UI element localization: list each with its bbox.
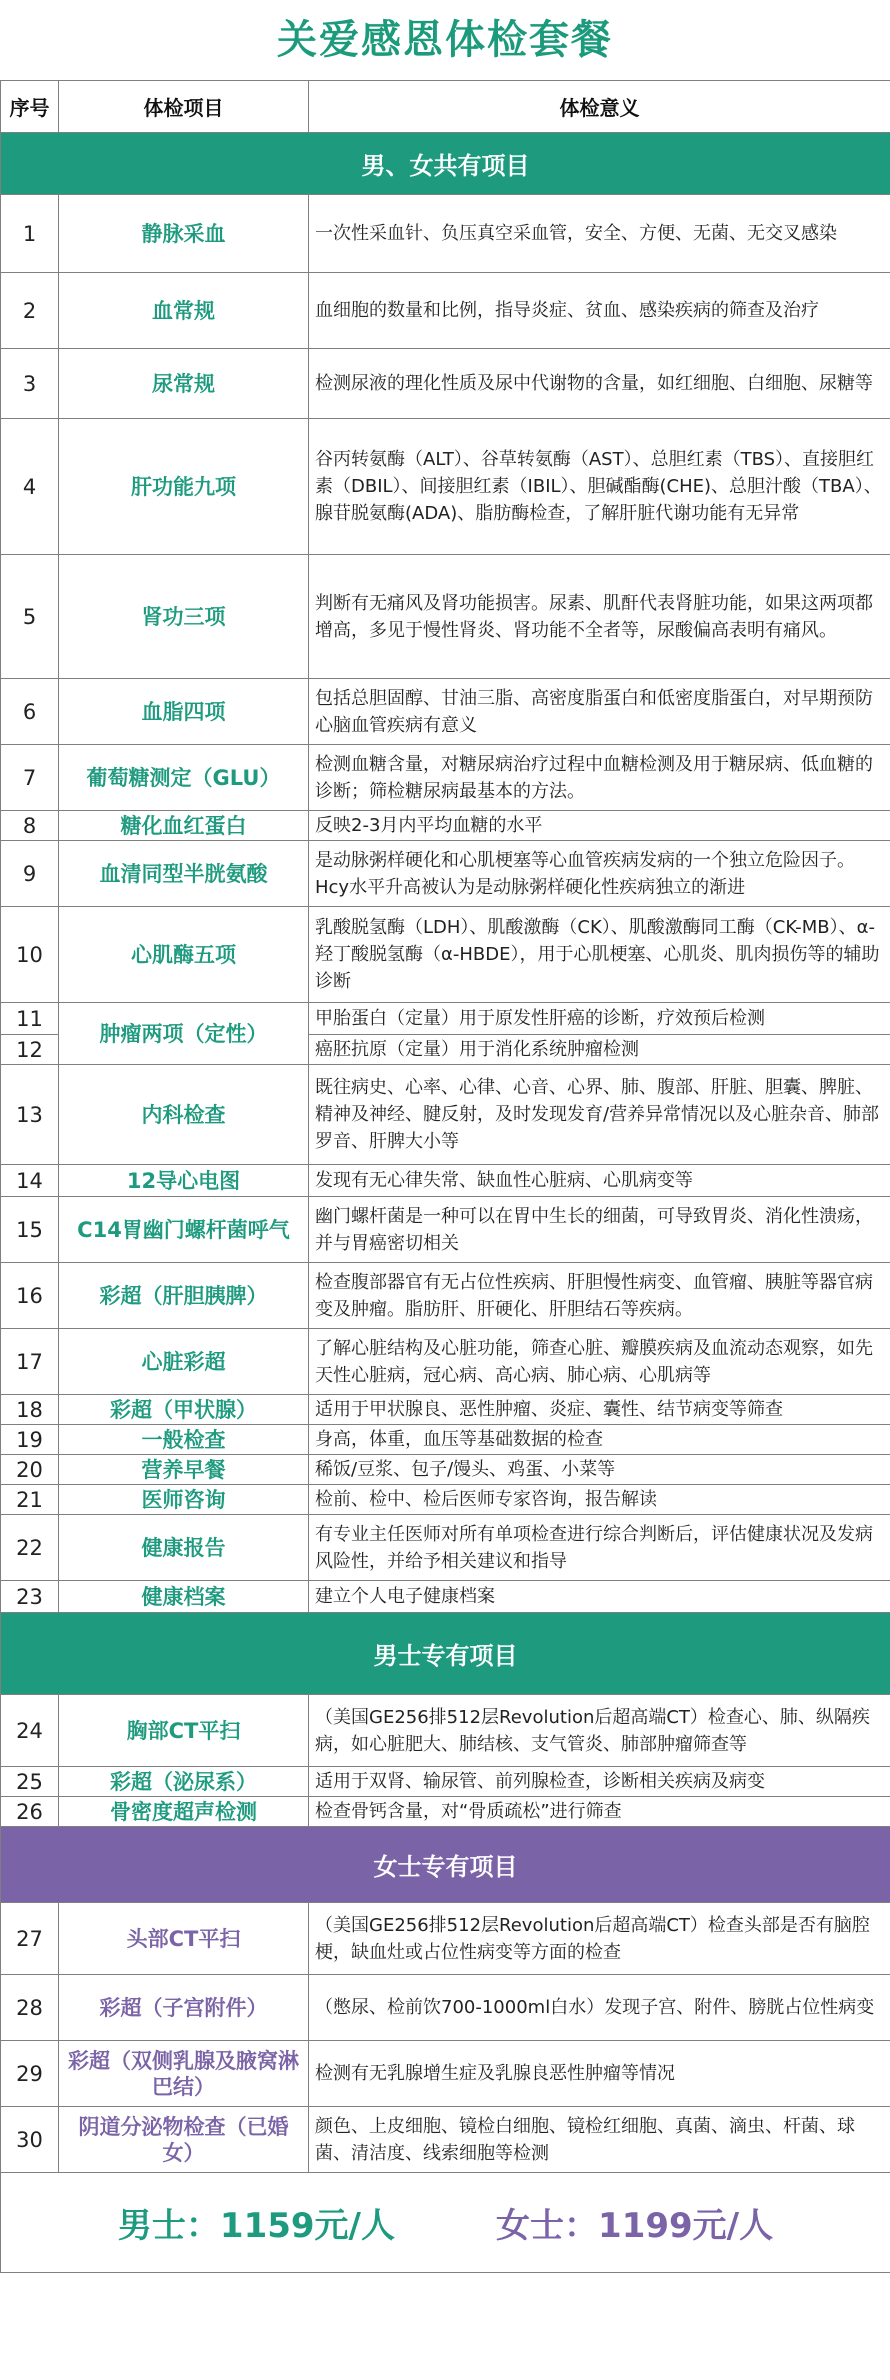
row-item: 血脂四项 — [59, 679, 309, 745]
row-item: 心肌酶五项 — [59, 907, 309, 1003]
row-desc: 检测尿液的理化性质及尿中代谢物的含量，如红细胞、白细胞、尿糖等 — [309, 349, 890, 419]
row-item: 静脉采血 — [59, 195, 309, 273]
table-row — [1, 811, 890, 841]
row-num: 24 — [1, 1695, 59, 1767]
row-item: 彩超（子宫附件） — [59, 1975, 309, 2041]
row-desc: 有专业主任医师对所有单项检查进行综合判断后，评估健康状况及发病风险性，并给予相关建议和指导 — [309, 1515, 890, 1581]
row-num: 10 — [1, 907, 59, 1003]
row-num: 15 — [1, 1197, 59, 1263]
row-num: 4 — [1, 419, 59, 555]
row-item: 营养早餐 — [59, 1455, 309, 1485]
row-desc: 甲胎蛋白（定量）用于原发性肝癌的诊断，疗效预后检测 — [309, 1003, 890, 1035]
row-item: 糖化血红蛋白 — [59, 811, 309, 841]
table-row — [1, 1797, 890, 1827]
row-item: 血清同型半胱氨酸 — [59, 841, 309, 907]
row-num: 3 — [1, 349, 59, 419]
row-desc: （憋尿、检前饮700-1000ml白水）发现子宫、附件、膀胱占位性病变 — [309, 1975, 890, 2041]
row-desc: 检前、检中、检后医师专家咨询，报告解读 — [309, 1485, 890, 1515]
row-item: 医师咨询 — [59, 1485, 309, 1515]
row-num: 21 — [1, 1485, 59, 1515]
row-item: 胸部CT平扫 — [59, 1695, 309, 1767]
row-item: 阴道分泌物检查（已婚女） — [59, 2107, 309, 2173]
row-num: 27 — [1, 1903, 59, 1975]
row-num: 12 — [1, 1035, 59, 1065]
row-item: 心脏彩超 — [59, 1329, 309, 1395]
table-row — [1, 1515, 890, 1581]
table-row — [1, 2041, 890, 2107]
header-meaning: 体检意义 — [309, 81, 890, 133]
row-num: 11 — [1, 1003, 59, 1035]
section-men-title: 男士专有项目 — [1, 1613, 890, 1695]
row-desc: 建立个人电子健康档案 — [309, 1581, 890, 1613]
row-desc: 反映2-3月内平均血糖的水平 — [309, 811, 890, 841]
row-num: 28 — [1, 1975, 59, 2041]
row-desc: 谷丙转氨酶（ALT）、谷草转氨酶（AST）、总胆红素（TBS）、直接胆红素（DBIL）、间接胆红素（IBIL）、胆碱酯酶(CHE)、总胆汁酸（TBA）、腺苷脱氨酶(ADA)、脂肪酶检查，了解肝脏代谢功能有无异常 — [309, 419, 890, 555]
row-item: 尿常规 — [59, 349, 309, 419]
table-row — [1, 555, 890, 679]
table-row — [1, 1485, 890, 1515]
row-item: 骨密度超声检测 — [59, 1797, 309, 1827]
row-num: 19 — [1, 1425, 59, 1455]
section-common-title: 男、女共有项目 — [1, 133, 890, 195]
row-item: 彩超（肝胆胰脾） — [59, 1263, 309, 1329]
table-row — [1, 1197, 890, 1263]
row-item: 头部CT平扫 — [59, 1903, 309, 1975]
row-num: 25 — [1, 1767, 59, 1797]
row-item: 葡萄糖测定（GLU） — [59, 745, 309, 811]
row-item: 12导心电图 — [59, 1165, 309, 1197]
row-desc: 检查腹部器官有无占位性疾病、肝胆慢性病变、血管瘤、胰脏等器官病变及肿瘤。脂肪肝、肝硬化、肝胆结石等疾病。 — [309, 1263, 890, 1329]
row-desc: 颜色、上皮细胞、镜检白细胞、镜检红细胞、真菌、滴虫、杆菌、球菌、清洁度、线索细胞等检测 — [309, 2107, 890, 2173]
table-row — [1, 1065, 890, 1165]
row-desc: 幽门螺杆菌是一种可以在胃中生长的细菌，可导致胃炎、消化性溃疡，并与胃癌密切相关 — [309, 1197, 890, 1263]
row-item: 肾功三项 — [59, 555, 309, 679]
row-desc: 稀饭/豆浆、包子/馒头、鸡蛋、小菜等 — [309, 1455, 890, 1485]
row-desc: 检测有无乳腺增生症及乳腺良恶性肿瘤等情况 — [309, 2041, 890, 2107]
table-row — [1, 2107, 890, 2173]
row-num: 5 — [1, 555, 59, 679]
row-desc: 检查骨钙含量，对“骨质疏松”进行筛查 — [309, 1797, 890, 1827]
table-row — [1, 679, 890, 745]
row-num: 13 — [1, 1065, 59, 1165]
row-num: 1 — [1, 195, 59, 273]
row-num: 20 — [1, 1455, 59, 1485]
table-row — [1, 1395, 890, 1425]
table-row — [1, 841, 890, 907]
row-desc: （美国GE256排512层Revolution后超高端CT）检查头部是否有脑腔梗，缺血灶或占位性病变等方面的检查 — [309, 1903, 890, 1975]
row-item: 彩超（双侧乳腺及腋窝淋巴结） — [59, 2041, 309, 2107]
table-row — [1, 1263, 890, 1329]
price-row — [1, 2173, 890, 2273]
section-women — [1, 1827, 890, 1903]
page-title: 关爱感恩体检套餐 — [277, 17, 613, 63]
row-num: 6 — [1, 679, 59, 745]
row-item: 彩超（泌尿系） — [59, 1767, 309, 1797]
row-desc: 是动脉粥样硬化和心肌梗塞等心血管疾病发病的一个独立危险因子。Hcy水平升高被认为是动脉粥样硬化性疾病独立的渐进 — [315, 849, 855, 898]
table-row — [1, 1455, 890, 1485]
row-num: 7 — [1, 745, 59, 811]
table-row — [1, 1767, 890, 1797]
row-num: 9 — [1, 841, 59, 907]
row-item: 一般检查 — [59, 1425, 309, 1455]
row-num: 8 — [1, 811, 59, 841]
row-num: 18 — [1, 1395, 59, 1425]
row-num: 14 — [1, 1165, 59, 1197]
table-row — [1, 273, 890, 349]
row-desc: 包括总胆固醇、甘油三脂、高密度脂蛋白和低密度脂蛋白，对早期预防心脑血管疾病有意义 — [309, 679, 890, 745]
row-desc: 判断有无痛风及肾功能损害。尿素、肌酐代表肾脏功能，如果这两项都增高，多见于慢性肾炎、肾功能不全者等，尿酸偏高表明有痛风。 — [309, 555, 890, 679]
row-desc: 血细胞的数量和比例，指导炎症、贫血、感染疾病的筛查及治疗 — [309, 273, 890, 349]
row-desc: 适用于双肾、输尿管、前列腺检查，诊断相关疾病及病变 — [309, 1767, 890, 1797]
row-item: 内科检查 — [59, 1065, 309, 1165]
row-desc: （美国GE256排512层Revolution后超高端CT）检查心、肺、纵隔疾病，如心脏肥大、肺结核、支气管炎、肺部肿瘤筛查等 — [309, 1695, 890, 1767]
row-num: 17 — [1, 1329, 59, 1395]
row-num: 16 — [1, 1263, 59, 1329]
row-desc: 既往病史、心率、心律、心音、心界、肺、腹部、肝脏、胆囊、脾脏、精神及神经、腱反射，及时发现发育/营养异常情况以及心脏杂音、肺部罗音、肝脾大小等 — [309, 1065, 890, 1165]
row-num: 29 — [1, 2041, 59, 2107]
row-desc: 适用于甲状腺良、恶性肿瘤、炎症、囊性、结节病变等筛查 — [309, 1395, 890, 1425]
row-num: 26 — [1, 1797, 59, 1827]
table-row — [1, 907, 890, 1003]
row-item: 健康报告 — [59, 1515, 309, 1581]
table-row — [1, 419, 890, 555]
row-item: 肝功能九项 — [59, 419, 309, 555]
table-row — [1, 1581, 890, 1613]
table-row — [1, 349, 890, 419]
table-row — [1, 1425, 890, 1455]
row-desc: 检测血糖含量，对糖尿病治疗过程中血糖检测及用于糖尿病、低血糖的诊断；筛检糖尿病最基本的方法。 — [309, 745, 890, 811]
section-common — [1, 133, 890, 195]
price-women: 女士：1199元/人 — [496, 2206, 774, 2246]
row-item: 健康档案 — [59, 1581, 309, 1613]
table-row — [1, 1329, 890, 1395]
table-row — [1, 195, 890, 273]
table-row — [1, 1165, 890, 1197]
table-header — [1, 81, 890, 133]
section-men — [1, 1613, 890, 1695]
table-row — [1, 1003, 890, 1035]
row-desc: 癌胚抗原（定量）用于消化系统肿瘤检测 — [309, 1035, 890, 1065]
row-desc: 身高，体重，血压等基础数据的检查 — [309, 1425, 890, 1455]
row-num: 22 — [1, 1515, 59, 1581]
row-item: 肿瘤两项（定性） — [59, 1003, 309, 1065]
row-num: 2 — [1, 273, 59, 349]
row-desc: 乳酸脱氢酶（LDH）、肌酸激酶（CK）、肌酸激酶同工酶（CK-MB）、α-羟丁酸脱氢酶（α-HBDE），用于心肌梗塞、心肌炎、肌肉损伤等的辅助诊断 — [309, 907, 890, 1003]
row-item: 彩超（甲状腺） — [59, 1395, 309, 1425]
table-row — [1, 745, 890, 811]
row-num: 23 — [1, 1581, 59, 1613]
row-desc: 了解心脏结构及心脏功能，筛查心脏、瓣膜疾病及血流动态观察，如先天性心脏病，冠心病、高心病、肺心病、心肌病等 — [309, 1329, 890, 1395]
price-men: 男士：1159元/人 — [117, 2206, 395, 2246]
checkup-table — [0, 80, 890, 2273]
section-women-title: 女士专有项目 — [1, 1827, 890, 1903]
row-num: 30 — [1, 2107, 59, 2173]
table-row — [1, 1903, 890, 1975]
row-desc: 一次性采血针、负压真空采血管，安全、方便、无菌、无交叉感染 — [309, 195, 890, 273]
header-num: 序号 — [1, 81, 59, 133]
table-row — [1, 1695, 890, 1767]
row-item: C14胃幽门螺杆菌呼气 — [59, 1197, 309, 1263]
header-item: 体检项目 — [59, 81, 309, 133]
row-item: 血常规 — [59, 273, 309, 349]
table-row — [1, 1975, 890, 2041]
row-desc: 发现有无心律失常、缺血性心脏病、心肌病变等 — [309, 1165, 890, 1197]
